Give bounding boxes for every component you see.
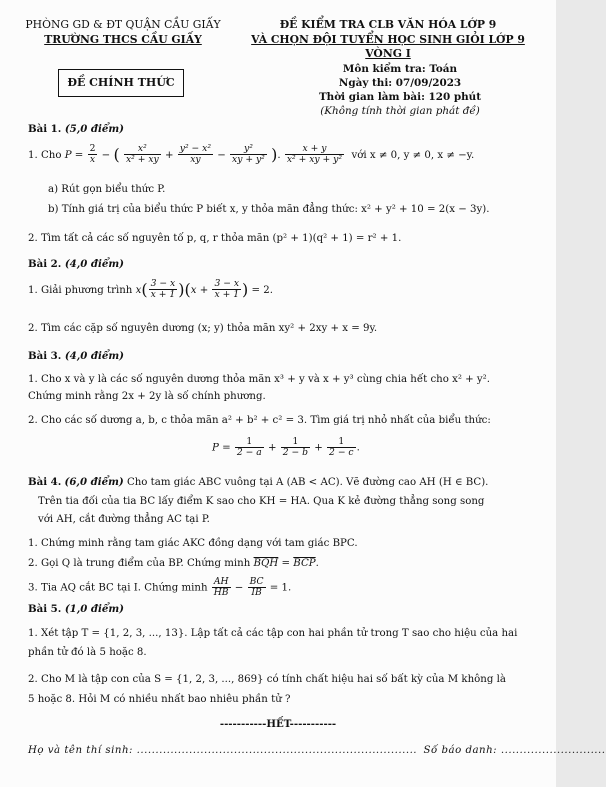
problem-5-title bbox=[28, 603, 124, 617]
problem-2-title bbox=[28, 258, 124, 272]
school-name: TRƯỜNG THCS CẦU GIẤY bbox=[44, 32, 202, 46]
candidate-name-field: Họ và tên thí sinh: ........................................................................... bbox=[28, 745, 418, 756]
problem-1-points: (5,0 điểm) bbox=[64, 123, 124, 135]
problem-4-intro-text: Cho tam giác ABC vuông tại A (AB < AC). Vẽ đường cao AH (H ∈ BC). bbox=[126, 477, 489, 488]
problem-2-label: Bài 2. bbox=[28, 258, 62, 270]
problem-3-title bbox=[28, 350, 124, 364]
problem-1-q2: 2. Tìm tất cả các số nguyên tố p, q, r thỏa mãn (p² + 1)(q² + 1) = r² + 1. bbox=[28, 233, 402, 244]
problem-3-q1-line1: 1. Cho x và y là các số nguyên dương thỏa mãn x³ + y và x + y³ cùng chia hết cho x² + y². bbox=[28, 374, 491, 385]
problem-1-q1b: b) Tính giá trị của biểu thức P biết x, y thỏa mãn đẳng thức: x² + y² + 10 = 2(x − 3y). bbox=[48, 204, 490, 215]
time-note: (Không tính thời gian phát đề) bbox=[320, 105, 480, 118]
problem-4-intro1 bbox=[28, 476, 488, 490]
q4-3-prefix: 3. Tia AQ cắt BC tại I. Chứng minh bbox=[28, 582, 208, 594]
problem-5-q2-line2: 5 hoặc 8. Hỏi M có nhiều nhất bao nhiêu phần tử ? bbox=[28, 694, 291, 705]
q2-1-prefix: 1. Giải phương trình bbox=[28, 284, 133, 296]
header-left bbox=[18, 18, 228, 47]
exam-title: ĐỀ KIỂM TRA CLB VĂN HÓA LỚP 9 bbox=[279, 18, 497, 31]
problem-3-label: Bài 3. bbox=[28, 350, 62, 362]
angle-bqh: $\overline{BQH}$ bbox=[253, 558, 279, 569]
exam-subtitle: VÀ CHỌN ĐỘI TUYỂN HỌC SINH GIỎI LỚP 9 VÒNG I bbox=[251, 32, 525, 61]
q4-2-prefix: 2. Gọi Q là trung điểm của BP. Chứng minh bbox=[28, 558, 251, 569]
problem-3-points: (4,0 điểm) bbox=[64, 350, 124, 362]
q1-prefix: 1. Cho bbox=[28, 149, 62, 161]
problem-5-q1-line2: phần tử đó là 5 hoặc 8. bbox=[28, 647, 147, 658]
problem-2-points: (4,0 điểm) bbox=[64, 258, 124, 270]
problem-5-points: (1,0 điểm) bbox=[64, 603, 124, 615]
problem-4-q3: 3. Tia AQ cắt BC tại I. Chứng minh $\frac{AH}{HB}$ − $\frac{BC}{IB}$ = 1. bbox=[28, 576, 292, 599]
problem-4-label: Bài 4. bbox=[28, 476, 62, 488]
problem-3-q2: 2. Cho các số dương a, b, c thỏa mãn a² + b² + c² = 3. Tìm giá trị nhỏ nhất của biểu thức: bbox=[28, 415, 491, 426]
problem-5-q1-line1: 1. Xét tập T = {1, 2, 3, ..., 13}. Lập tất cả các tập con hai phần tử trong T sao cho hiệu của hai bbox=[28, 628, 518, 639]
problem-4-intro2: Trên tia đối của tia BC lấy điểm K sao cho KH = HA. Qua K kẻ đường thẳng song song bbox=[38, 496, 485, 507]
duration: Thời gian làm bài: 120 phút bbox=[318, 91, 482, 104]
problem-3-q1-line2: Chứng minh rằng 2x + 2y là số chính phương. bbox=[28, 391, 266, 402]
q1-condition: với x ≠ 0, y ≠ 0, x ≠ −y. bbox=[351, 149, 475, 161]
candidate-id-field: Số báo danh: ............................ bbox=[423, 745, 606, 756]
problem-2-q1: 1. Giải phương trình x( $\frac{3 - x}{x + 1}$ )(x + $\frac{3 - x}{x + 1}$ ) = 2. bbox=[28, 278, 274, 301]
subject: Môn kiểm tra: Toán bbox=[342, 63, 458, 75]
problem-1-q1: 1. Cho P = $\frac{2}{x}$ − ( $\frac{\text{x²}}{\text{x² + xy}}$ + $\frac{\text{y² − x²}}{xy}$ − $\frac{\text{y²}}{\text{xy + y²}}$ ). $\frac{x + y}{\text{x² + xy + y²}}$ với x ≠ 0, y ≠ 0, x ≠ −y. bbox=[28, 143, 475, 166]
candidate-footer bbox=[28, 744, 606, 758]
header-right bbox=[232, 18, 544, 62]
angle-bcp: $\overline{BCP}$ bbox=[293, 558, 316, 569]
problem-4-q1: 1. Chứng minh rằng tam giác AKC đồng dạng với tam giác BPC. bbox=[28, 538, 358, 549]
problem-5-q2-line1: 2. Cho M là tập con của S = {1, 2, 3, ..., 869} có tính chất hiệu hai số bất kỳ của M không là bbox=[28, 674, 506, 685]
problem-2-q2: 2. Tìm các cặp số nguyên dương (x; y) thỏa mãn xy² + 2xy + x = 9y. bbox=[28, 323, 378, 334]
problem-5-label: Bài 5. bbox=[28, 603, 62, 615]
exam-meta bbox=[300, 62, 500, 118]
problem-4-q2: 2. Gọi Q là trung điểm của BP. Chứng minh $\overline{BQH} = \overline{BCP}$. bbox=[28, 558, 319, 569]
exam-date: Ngày thi: 07/09/2023 bbox=[338, 77, 462, 90]
problem-4-intro3: với AH, cắt đường thẳng AC tại P. bbox=[38, 514, 210, 525]
end-mark: -----------HẾT----------- bbox=[219, 718, 337, 730]
problem-1-q1a: a) Rút gọn biểu thức P. bbox=[48, 184, 166, 195]
department-name: PHÒNG GD & ĐT QUẬN CẦU GIẤY bbox=[25, 18, 221, 31]
problem-4-points: (6,0 điểm) bbox=[64, 476, 124, 488]
problem-1-label: Bài 1. bbox=[28, 123, 62, 135]
problem-1-title bbox=[28, 123, 124, 137]
official-exam-box: ĐỀ CHÍNH THỨC bbox=[58, 69, 184, 97]
problem-3-expression: P = $\frac{1}{2 - a}$ + $\frac{1}{2 - b}$ + $\frac{1}{2 - c}$ . bbox=[212, 436, 360, 459]
